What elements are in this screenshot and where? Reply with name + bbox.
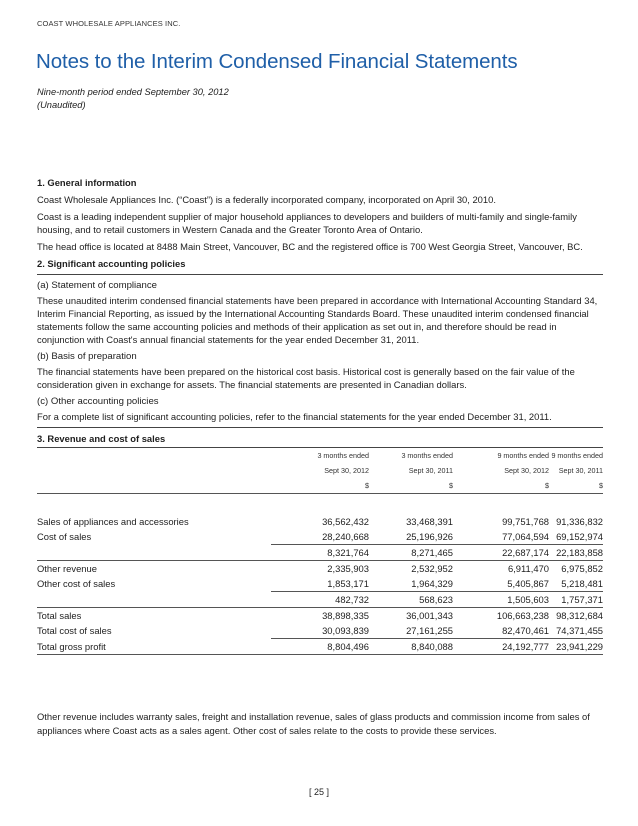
- cell-value: 24,192,777: [453, 639, 549, 655]
- row-label: Other cost of sales: [37, 578, 116, 590]
- cell-value: 568,623: [369, 592, 453, 608]
- col-period: 3 months ended: [401, 451, 453, 460]
- table-row: [37, 623, 603, 639]
- col-period: 3 months ended: [317, 451, 369, 460]
- cell-value: 2,532,952: [411, 563, 453, 574]
- table-header-date: [37, 463, 603, 478]
- audit-status: (Unaudited): [37, 100, 86, 110]
- page-title: Notes to the Interim Condensed Financial Statements: [36, 50, 518, 73]
- cell-value: 28,240,668: [271, 529, 369, 545]
- row-label: Total gross profit: [37, 639, 271, 655]
- table-row-total: [37, 639, 603, 655]
- cell-value: 8,804,496: [271, 639, 369, 655]
- cell-value: 25,196,926: [369, 529, 453, 545]
- section-policies-heading: 2. Significant accounting policies: [37, 257, 603, 275]
- cell-value: 5,405,867: [453, 576, 549, 592]
- cell-value: 8,321,764: [271, 545, 369, 561]
- table-row: [37, 561, 603, 577]
- table-row: [37, 608, 603, 624]
- col-period: 9 months ended: [551, 451, 603, 460]
- general-paragraph-1: Coast Wholesale Appliances Inc. (“Coast”) is a federally incorporated company, incorporated on April 30, 2010.: [37, 194, 496, 205]
- cell-value: 1,505,603: [453, 592, 549, 608]
- row-label: [37, 545, 271, 561]
- table-row: [37, 529, 603, 545]
- cell-value: 22,183,858: [549, 545, 603, 561]
- notes-body: [37, 176, 603, 655]
- cell-value: 5,218,481: [549, 576, 603, 592]
- cell-value: 482,732: [271, 592, 369, 608]
- col-unit: $: [271, 478, 369, 494]
- cell-value: 30,093,839: [271, 623, 369, 639]
- row-label: Other revenue: [37, 563, 97, 574]
- col-unit: $: [369, 478, 453, 494]
- policy-c-text: For a complete list of significant accounting policies, refer to the financial statements for the year ended December 31, 2011.: [37, 410, 603, 428]
- page-number: [ 25 ]: [308, 787, 329, 797]
- policy-c-heading: (c) Other accounting policies: [37, 396, 159, 407]
- col-date: Sept 30, 2012: [324, 466, 369, 475]
- cell-value: 8,271,465: [369, 545, 453, 561]
- period-text: Nine-month period ended September 30, 2012: [37, 87, 229, 97]
- cell-value: 1,757,371: [549, 592, 603, 608]
- col-unit: $: [549, 478, 603, 494]
- cell-value: 106,663,238: [496, 610, 549, 621]
- cell-value: 82,470,461: [453, 623, 549, 639]
- table-row: [37, 576, 603, 592]
- period-subtitle: [37, 86, 229, 112]
- table-header-period: [37, 448, 603, 463]
- cell-value: 22,687,174: [453, 545, 549, 561]
- policy-b-text: The financial statements have been prepared on the historical cost basis. Historical cost is generally based on the fair value of the consideration given in exchange for assets. The financial statements are presented in Canadian dollars.: [37, 366, 575, 390]
- section-revenue-heading: 3. Revenue and cost of sales: [37, 432, 603, 448]
- col-unit: $: [453, 478, 549, 494]
- cell-value: 38,898,335: [322, 610, 369, 621]
- cell-value: 8,840,088: [369, 639, 453, 655]
- cell-value: 33,468,391: [406, 516, 453, 527]
- policy-b-heading: (b) Basis of preparation: [37, 351, 137, 362]
- row-label: Cost of sales: [37, 531, 92, 543]
- general-paragraph-2: Coast is a leading independent supplier of major household appliances to developers and builders of multi-family and single-family housing, and to retail customers in Western Canada and the Greater Toronto Area of Ontario.: [37, 211, 577, 235]
- policy-a-heading: (a) Statement of compliance: [37, 280, 157, 291]
- cell-value: 77,064,594: [453, 529, 549, 545]
- policy-a-text: These unaudited interim condensed financial statements have been prepared in accordance with International Accounting Standard 34, Interim Financial Reporting, as issued by the International Accounting Standards Board. These unaudited interim condensed financial statements follow the same accounting policies and methods of their application as set out in, and therefore should be read in conjunction with Coast's annual financial statements for the year ended December 31, 2011.: [37, 295, 598, 345]
- col-date: Sept 30, 2012: [504, 466, 549, 475]
- table-header-unit: [37, 478, 603, 494]
- row-label: Sales of appliances and accessories: [37, 516, 189, 527]
- cell-value: 6,911,470: [507, 563, 549, 574]
- cell-value: 27,161,255: [369, 623, 453, 639]
- revenue-table: [37, 448, 603, 655]
- cell-value: 6,975,852: [561, 563, 603, 574]
- cell-value: 36,001,343: [406, 610, 453, 621]
- cell-value: 1,964,329: [369, 576, 453, 592]
- cell-value: 1,853,171: [271, 576, 369, 592]
- table-row: [37, 514, 603, 529]
- cell-value: 36,562,432: [322, 516, 369, 527]
- row-label: Total sales: [37, 610, 82, 621]
- row-label: [37, 592, 271, 608]
- cell-value: 74,371,455: [549, 623, 603, 639]
- col-period: 9 months ended: [497, 451, 549, 460]
- col-date: Sept 30, 2011: [408, 466, 453, 475]
- general-paragraph-3: The head office is located at 8488 Main Street, Vancouver, BC and the registered office is 700 West Georgia Street, Vancouver, BC.: [37, 241, 583, 252]
- cell-value: 23,941,229: [549, 639, 603, 655]
- table-row-subtotal: [37, 592, 603, 608]
- cell-value: 98,312,684: [556, 610, 603, 621]
- revenue-note: Other revenue includes warranty sales, freight and installation revenue, sales of glass products and commission income from sales of appliances where Coast acts as a sales agent. Other cost of sales relate to the costs to provide these services.: [37, 711, 590, 736]
- col-date: Sept 30, 2011: [558, 466, 603, 475]
- section-general-heading: 1. General information: [37, 177, 137, 188]
- company-name: COAST WHOLESALE APPLIANCES INC.: [37, 19, 181, 28]
- cell-value: 69,152,974: [549, 529, 603, 545]
- row-label: Total cost of sales: [37, 625, 112, 637]
- table-row-subtotal: [37, 545, 603, 561]
- cell-value: 99,751,768: [502, 516, 549, 527]
- cell-value: 2,335,903: [327, 563, 369, 574]
- cell-value: 91,336,832: [556, 516, 603, 527]
